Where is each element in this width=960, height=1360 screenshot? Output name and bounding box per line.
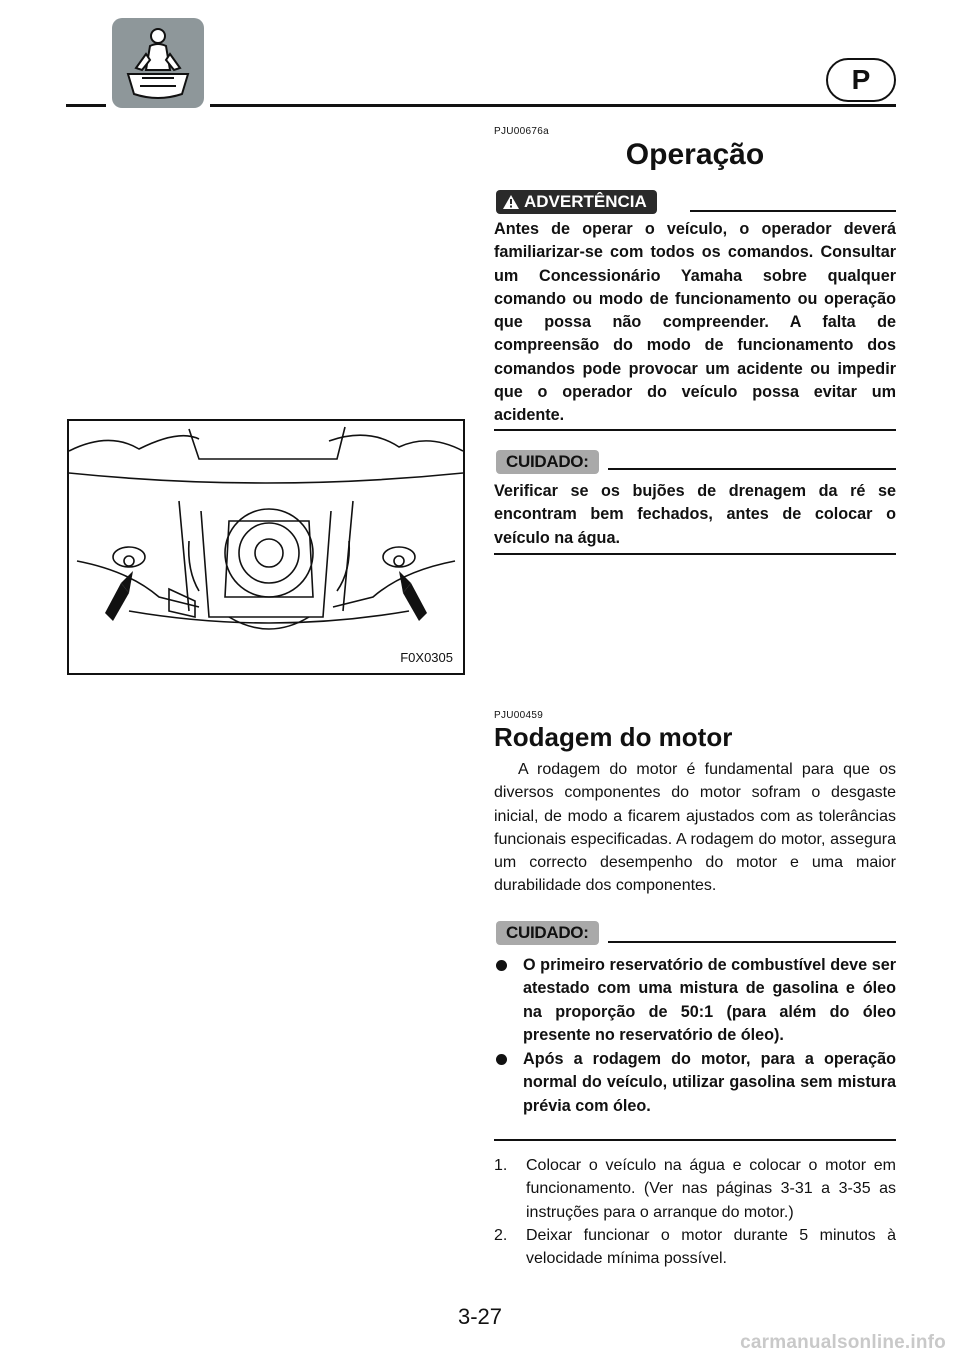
section-code: PJU00676a [494, 126, 549, 137]
caution2-top-rule [608, 941, 896, 943]
caution-label: CUIDADO: [496, 450, 599, 474]
language-badge: P [826, 58, 896, 102]
bullet-text: O primeiro reservatório de combustível deve ser atestado com uma mistura de gasolina e óleo na proporção de 50:1 (para além do óleo presente no reservatório de óleo). [523, 956, 896, 1044]
warning-top-rule [690, 210, 896, 212]
watermark: carmanualsonline.info [740, 1332, 946, 1353]
bullet-text: Após a rodagem do motor, para a operação normal do veículo, utilizar gasolina sem mistura prévia com óleo. [523, 1050, 896, 1115]
page-number: 3-27 [457, 1304, 503, 1329]
step-number: 2. [494, 1226, 508, 1244]
warning-text: Antes de operar o veículo, o operador deverá familiarizar-se com todos os comandos. Consultar um Concessionário Yamaha sobre qualquer comando ou modo de funcionamento ou operação que possa não compreender. A falta de compreensão do modo de funcionamento dos comandos pode provocar um acidente ou impedir que o operador do veículo possa evitar um acidente. [494, 220, 896, 425]
warning-triangle-icon [502, 194, 520, 210]
caution-bottom-rule [494, 553, 896, 555]
rider-on-watercraft-icon [112, 18, 204, 108]
step-number: 1. [494, 1157, 508, 1174]
header-rule-left [66, 104, 106, 107]
warning-label [496, 190, 657, 214]
caution-block [494, 480, 896, 550]
section-title: Operação [625, 138, 765, 171]
section-title-2: Rodagem do motor [494, 722, 733, 752]
step-item [494, 1154, 896, 1224]
header-rule-right [210, 104, 896, 107]
caution-label-2: CUIDADO: [496, 921, 599, 945]
intro-text: A rodagem do motor é fundamental para que os diversos componentes do motor sofram o desgaste inicial, de modo a ficarem ajustados com as tolerâncias funcionais especificadas. A rodagem do motor, assegura um correcto desempenho do motor e uma maior durabilidade dos componentes. [494, 761, 896, 895]
caution-text: Verificar se os bujões de drenagem da ré se encontram bem fechados, antes de colocar o veículo na água. [494, 482, 896, 547]
step-text: Deixar funcionar o motor durante 5 minutos à velocidade mínima possível. [526, 1226, 896, 1268]
bullet-item [494, 954, 896, 1047]
warning-bottom-rule [494, 429, 896, 431]
hull-drain-plugs-illustration [69, 421, 463, 673]
bullet-dot [496, 960, 507, 971]
caution-bullet-list [494, 954, 896, 1118]
bullet-item [494, 1048, 896, 1118]
steps-block [494, 1154, 896, 1270]
bullet-dot [496, 1054, 507, 1065]
step-item [494, 1224, 896, 1271]
drain-plug-figure [67, 419, 465, 675]
step-text: Colocar o veículo na água e colocar o motor em funcionamento. (Ver nas páginas 3-31 a 3-35 as instruções para o arranque do motor.) [526, 1157, 896, 1221]
figure-code: F0X0305 [400, 650, 453, 665]
warning-label-text: ADVERTÊNCIA [524, 192, 647, 211]
caution2-bottom-rule [494, 1139, 896, 1141]
section-tab [112, 18, 204, 108]
caution2-block [494, 954, 896, 1119]
section-code-2: PJU00459 [494, 710, 544, 721]
step-list [494, 1154, 896, 1270]
warning-block [494, 218, 896, 428]
caution-top-rule [608, 468, 896, 470]
intro-block [494, 758, 896, 898]
